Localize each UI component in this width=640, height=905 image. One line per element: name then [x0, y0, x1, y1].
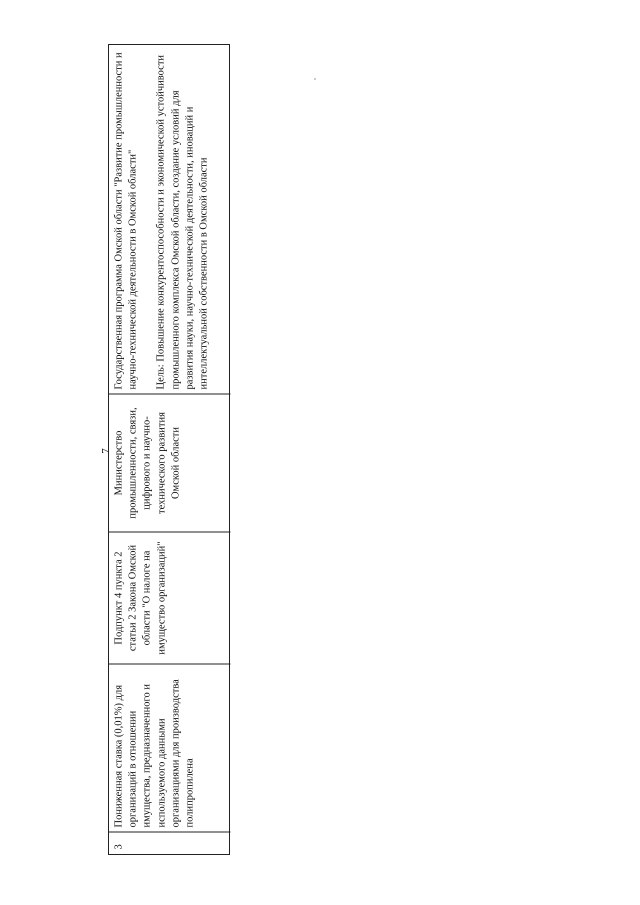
page-number: 7 — [100, 448, 112, 454]
program-cell — [108, 44, 230, 393]
program-title: Государственная программа Омской области "Развитие промышленности и научно-технической деятельности в Омской области" — [113, 51, 139, 389]
benefit-description: Пониженная ставка (0,01%) для организаций в отношении имущества, предназначенного и используемого данными организациями для производства полипропилена — [113, 678, 196, 827]
legal-basis: Подпункт 4 пункта 2 статьи 2 Закона Омской области "О налоге на имущество организаций" — [113, 540, 167, 655]
ministry-name: Министерство промышленности, связи, цифрового и научно-технического развития Омской области — [113, 406, 181, 519]
ministry-cell — [108, 393, 230, 531]
legal-basis-cell — [108, 531, 230, 663]
row-number: 3 — [113, 843, 124, 849]
scan-speck — [314, 78, 316, 80]
benefit-description-cell — [108, 663, 230, 831]
program-goal: Цель: Повышение конкурентоспособности и экономической устойчивости промышленного комплекса Омской области, создание условий для развития науки, научно-технической деятельности, иноваций и интеллектуальной собственности в Омской области — [155, 54, 210, 389]
row-number-cell — [108, 831, 230, 855]
tax-benefit-table-row — [108, 44, 230, 855]
